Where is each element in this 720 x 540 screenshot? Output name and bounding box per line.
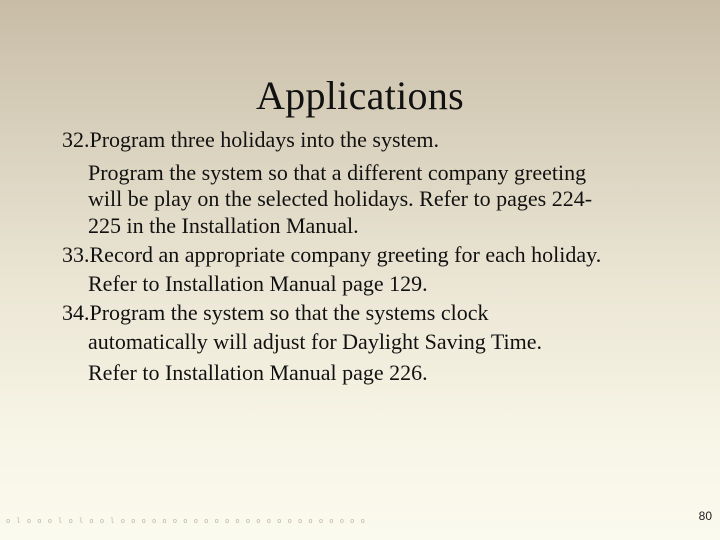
list-item-detail-line: automatically will adjust for Daylight Saving Time. bbox=[88, 328, 543, 354]
list-item-detail-line: Refer to Installation Manual page 129. bbox=[88, 270, 428, 296]
list-item-detail-line: will be play on the selected holidays. Refer to pages 224- bbox=[88, 186, 593, 211]
footer-decoration: o l o o o l o l o o l o o o o o o o o o o o o o o o o o o o o o o o o bbox=[6, 517, 366, 525]
list-item-heading bbox=[62, 297, 682, 329]
list-item-detail-line: 225 in the Installation Manual. bbox=[88, 212, 359, 238]
slide-content bbox=[62, 124, 682, 387]
list-item-number: 32. bbox=[62, 127, 90, 152]
list-item-text: Program three holidays into the system. bbox=[89, 127, 439, 152]
list-item-details bbox=[62, 160, 682, 240]
list-item-text: Program the system so that the systems clock bbox=[89, 300, 489, 325]
slide-title: Applications bbox=[255, 73, 464, 118]
list-item-details bbox=[62, 271, 682, 298]
list-item bbox=[62, 297, 682, 387]
list-item-number: 33. bbox=[62, 242, 90, 267]
page-number: 80 bbox=[698, 509, 712, 523]
list-item-heading bbox=[62, 239, 682, 271]
list-item-heading bbox=[62, 124, 682, 156]
list-item-detail-line: Refer to Installation Manual page 226. bbox=[88, 360, 428, 385]
list-item-number: 34. bbox=[62, 300, 90, 325]
list-item bbox=[62, 124, 682, 239]
list-item-text: Record an appropriate company greeting for each holiday. bbox=[89, 242, 602, 267]
list-item bbox=[62, 239, 682, 297]
list-item-detail-line: Program the system so that a different company greeting bbox=[88, 159, 587, 185]
list-item-details bbox=[62, 329, 682, 387]
